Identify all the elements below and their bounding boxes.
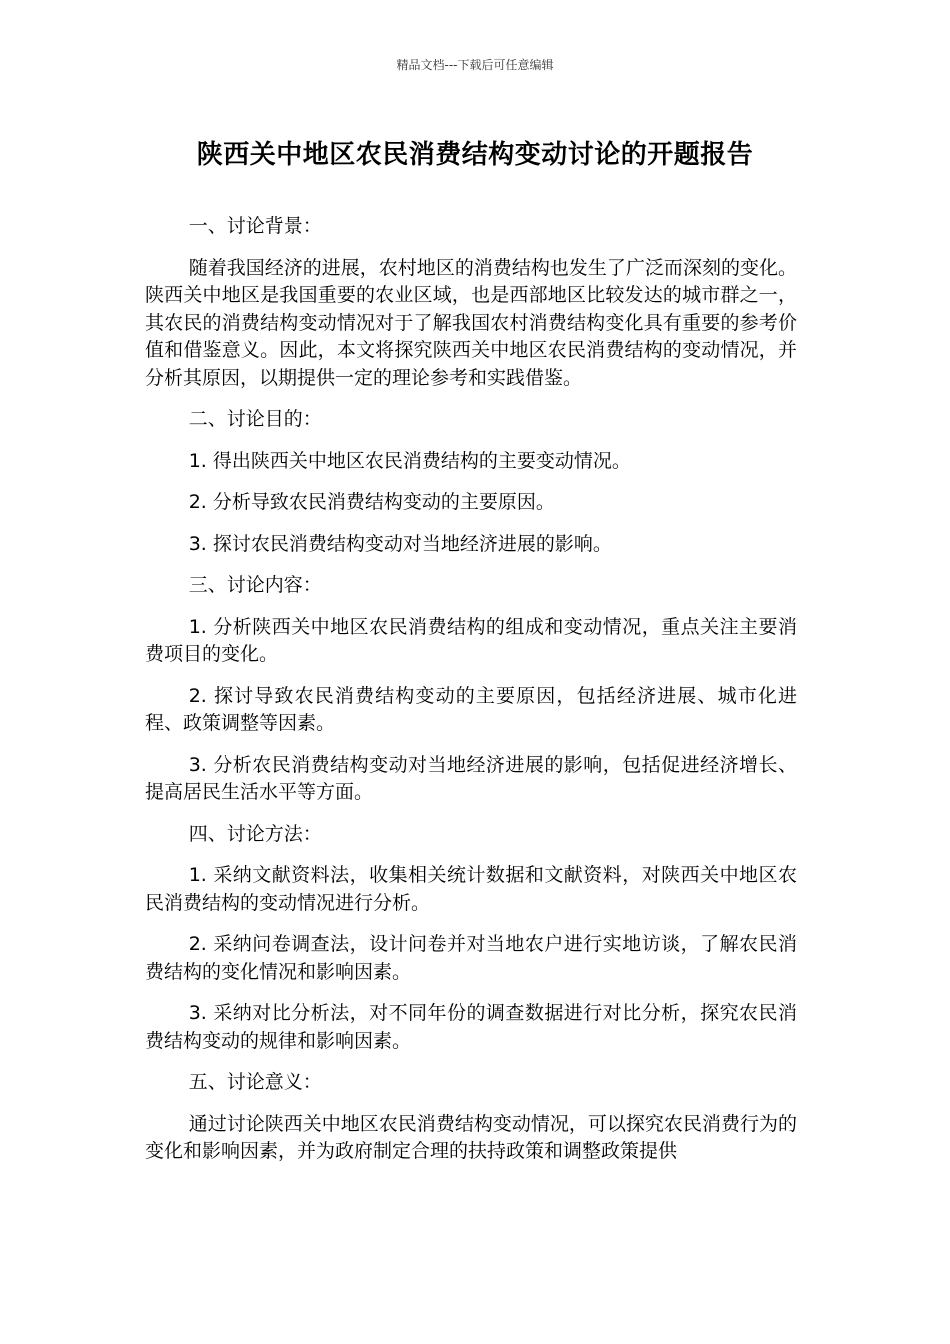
method-item: 3. 采纳对比分析法，对不同年份的调查数据进行对比分析，探究农民消费结构变动的规律和影响因素。 (145, 1002, 797, 1052)
section-heading-significance: 五、讨论意义： (188, 1071, 322, 1093)
significance-paragraph: 通过讨论陕西关中地区农民消费结构变动情况，可以探究农民消费行为的变化和影响因素，并为政府制定合理的扶持政策和调整政策提供 (145, 1112, 797, 1162)
section-heading-content: 三、讨论内容： (188, 574, 322, 596)
purpose-item: 3. 探讨农民消费结构变动对当地经济进展的影响。 (188, 532, 612, 555)
method-item: 1. 采纳文献资料法，收集相关统计数据和文献资料，对陕西关中地区农民消费结构的变动情况进行分析。 (145, 864, 797, 914)
section-heading-method: 四、讨论方法： (188, 822, 322, 845)
document-title: 陕西关中地区农民消费结构变动讨论的开题报告 (196, 140, 754, 170)
purpose-item: 1. 得出陕西关中地区农民消费结构的主要变动情况。 (188, 449, 631, 472)
page-header: 精品文档---下载后可任意编辑 (396, 58, 554, 72)
content-item: 1. 分析陕西关中地区农民消费结构的组成和变动情况，重点关注主要消费项目的变化。 (145, 615, 797, 665)
background-paragraph: 随着我国经济的进展，农村地区的消费结构也发生了广泛而深刻的变化。陕西关中地区是我国重要的农业区域，也是西部地区比较发达的城市群之一，其农民的消费结构变动情况对于了解我国农村消费结构变化具有重要的参考价值和借鉴意义。因此，本文将探究陕西关中地区农民消费结构的变动情况，并分析其原因，以期提供一定的理论参考和实践借鉴。 (145, 256, 797, 389)
content-item: 2. 探讨导致农民消费结构变动的主要原因，包括经济进展、城市化进程、政策调整等因素。 (145, 684, 797, 734)
document-body (145, 213, 797, 1180)
section-heading-background: 一、讨论背景： (188, 215, 322, 237)
purpose-item: 2. 分析导致农民消费结构变动的主要原因。 (188, 491, 555, 513)
section-heading-purpose: 二、讨论目的： (188, 408, 322, 430)
method-item: 2. 采纳问卷调查法，设计问卷并对当地农户进行实地访谈，了解农民消费结构的变化情况和影响因素。 (145, 933, 797, 983)
content-item: 3. 分析农民消费结构变动对当地经济进展的影响，包括促进经济增长、提高居民生活水平等方面。 (145, 753, 797, 803)
